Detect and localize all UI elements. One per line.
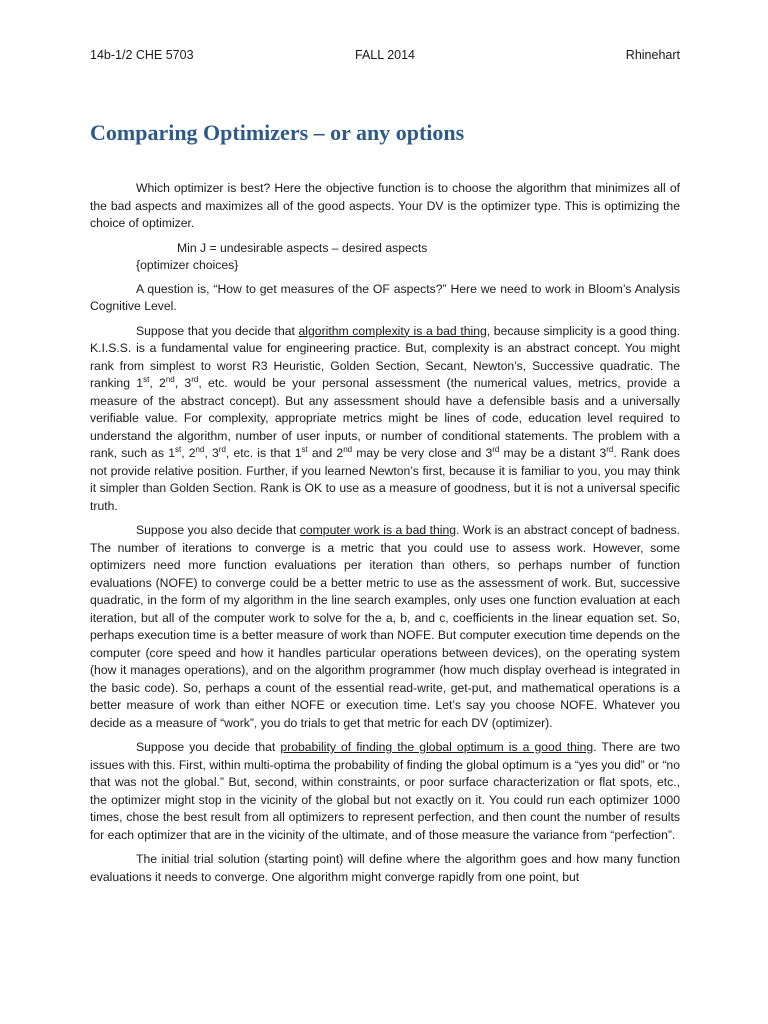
global-optimum-paragraph: Suppose you decide that probability of finding the global optimum is a good thing. There are two issues with this. First, within multi-optima the probability of finding the global optimum is a “yes you did” or “no that was not the global.” But, second, within constraints, or poor surface characterization or flat spots, etc., the optimizer might stop in the vicinity of the global but not exactly on it. You could run each optimizer 1000 times, chose the best result from all optimizers to represent perfection, and then count the number of results for each optimizer that are in the vicinity of the ultimate, and of those measure the variance from “perfection”. <box>90 740 680 842</box>
header-author: Rhinehart <box>625 48 680 62</box>
page-header <box>90 47 680 65</box>
document-body <box>90 180 680 893</box>
initial-trial-paragraph: The initial trial solution (starting point) will define where the algorithm goes and how many function evaluations it needs to converge. One algorithm might converge rapidly from one point, but <box>90 852 680 884</box>
intro-paragraph: Which optimizer is best? Here the objective function is to choose the algorithm that minimizes all of the bad aspects and maximizes all of the good aspects. Your DV is the optimizer type. This is optimizing the choice of optimizer. <box>90 181 680 230</box>
objective-formula <box>90 240 680 275</box>
formula-line-2: {optimizer choices} <box>136 258 239 272</box>
header-course: 14b-1/2 CHE 5703 <box>90 48 194 62</box>
header-term: FALL 2014 <box>355 48 416 62</box>
question-paragraph: A question is, “How to get measures of the OF aspects?” Here we need to work in Bloom’s Analysis Cognitive Level. <box>90 281 680 313</box>
document-title: Comparing Optimizers – or any options <box>90 120 465 145</box>
work-paragraph: Suppose you also decide that computer work is a bad thing. Work is an abstract concept of badness. The number of iterations to converge is a metric that you could use to assess work. However, some optimizers need more function evaluations per iteration than others, so perhaps number of function evaluations (NOFE) to converge could be a better metric to use as the assessment of work. But, successive quadratic, in the form of my algorithm in the line search examples, only uses one function evaluation at each iteration, but all of the computer work to solve for the a, b, and c, coefficients in the linear equation set. So, perhaps execution time is a better measure of work than NOFE. But computer execution time depends on the computer (core speed and how it handles particular operations between devices), on the operating system (how it manages operations), and on the algorithm programmer (how much display overhead is integrated in the basic code). So, perhaps a count of the essential read-write, get-put, and mathematical operations is a better measure of work than either NOFE or execution time. Let’s say you choose NOFE. Whatever you decide as a measure of “work”, you do trials to get that metric for each DV (optimizer). <box>90 523 681 730</box>
complexity-underline: algorithm complexity is a bad thing <box>298 323 487 338</box>
work-underline: computer work is a bad thing <box>299 523 457 537</box>
global-optimum-underline: probability of finding the global optimum is a good thing <box>280 740 594 754</box>
complexity-paragraph: Suppose that you decide that algorithm complexity is a bad thing, because simplicity is a good thing. K.I.S.S. is a fundamental value for engineering practice. But, complexity is an abstract concept. You might rank from simplest to worst R3 Heuristic, Golden Section, Secant, Newton’s, Successive quadratic. The ranking 1st, 2nd, 3rd, etc. would be your personal assessment (the numerical values, metrics, provide a measure of the abstract concept). But any assessment should have a defensible basis and a universally verifiable value. For complexity, appropriate metrics might be lines of code, education level required to understand the algorithm, number of user inputs, or number of conditional statements. The problem with a rank, such as 1st, 2nd, 3rd, etc. is that 1st and 2nd may be very close and 3rd may be a distant 3rd. Rank does not provide relative position. Further, if you learned Newton’s first, because it is familiar to you, you may think it simpler than Golden Section. Rank is OK to use as a measure of goodness, but it is not a universal specific truth. <box>90 323 680 513</box>
formula-line-1: Min J = undesirable aspects – desired aspects <box>177 240 428 255</box>
